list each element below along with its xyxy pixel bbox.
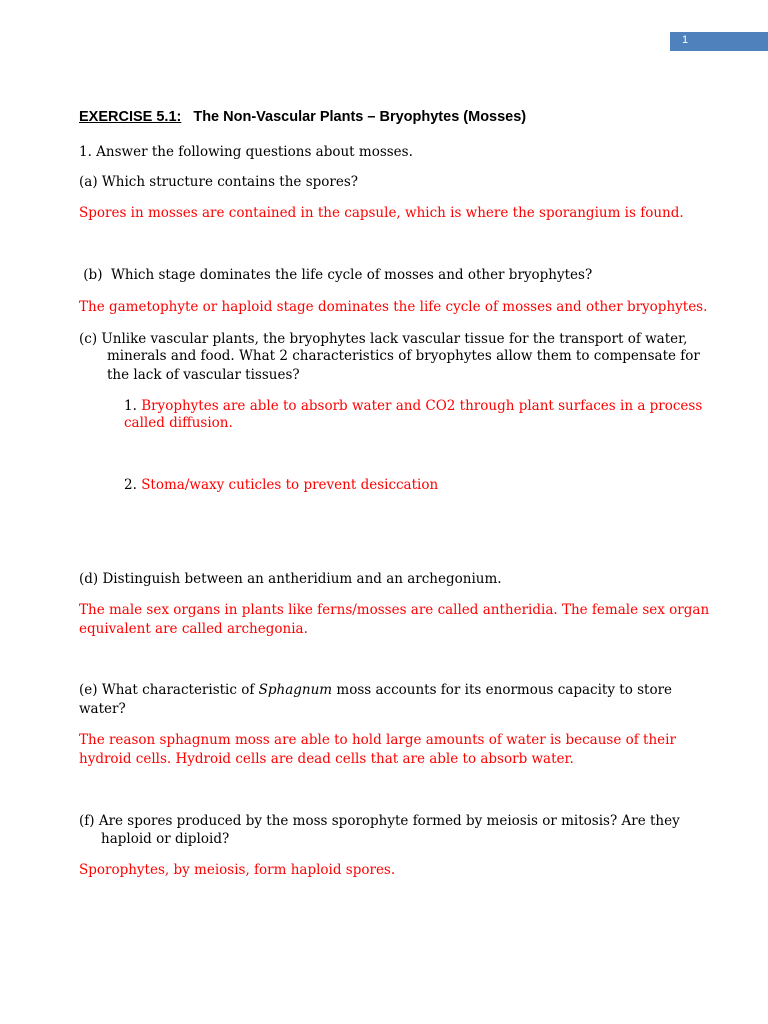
question-c-line1: (c) Unlike vascular plants, the bryophytes lack vascular tissue for the transport of water, — [79, 331, 688, 347]
question-e-line2: water? — [79, 701, 126, 717]
question-e-line1 — [79, 681, 672, 700]
question-b: (b) Which stage dominates the life cycle of mosses and other bryophytes? — [79, 267, 593, 283]
answer-f: Sporophytes, by meiosis, form haploid spores. — [79, 862, 396, 878]
question-e-post: moss accounts for its enormous capacity to store — [332, 682, 673, 698]
question-c-line2: minerals and food. What 2 characteristics of bryophytes allow them to compensate for — [107, 348, 700, 364]
question-f-line1: (f) Are spores produced by the moss sporophyte formed by meiosis or mitosis? Are they — [79, 813, 680, 829]
answer-c-item1-number: 1. — [124, 398, 137, 414]
answer-b: The gametophyte or haploid stage dominates the life cycle of mosses and other bryophytes. — [79, 299, 708, 315]
question-d: (d) Distinguish between an antheridium and an archegonium. — [79, 571, 502, 587]
page-number-box — [670, 32, 768, 51]
answer-c-item1-line2: called diffusion. — [124, 415, 233, 431]
exercise-heading — [79, 109, 526, 125]
exercise-label: EXERCISE 5.1: — [79, 109, 182, 125]
answer-c-item2-number: 2. — [124, 477, 137, 493]
answer-d-line1: The male sex organs in plants like ferns/mosses are called antheridia. The female sex organ — [79, 602, 710, 618]
answer-d-line2: equivalent are called archegonia. — [79, 621, 308, 637]
intro-instruction: 1. Answer the following questions about mosses. — [79, 144, 413, 160]
answer-e-line1: The reason sphagnum moss are able to hold large amounts of water is because of their — [79, 732, 676, 748]
question-e-pre: (e) What characteristic of — [79, 682, 259, 698]
answer-c-item1-text: Bryophytes are able to absorb water and CO2 through plant surfaces in a process — [141, 398, 703, 414]
question-c-line3: the lack of vascular tissues? — [107, 367, 300, 383]
answer-c-item2 — [124, 476, 438, 495]
question-a: (a) Which structure contains the spores? — [79, 174, 359, 190]
question-e-italic: Sphagnum — [258, 682, 333, 698]
answer-c-item2-text: Stoma/waxy cuticles to prevent desiccation — [141, 477, 439, 493]
answer-e-line2: hydroid cells. Hydroid cells are dead cells that are able to absorb water. — [79, 751, 574, 767]
exercise-title: The Non-Vascular Plants – Bryophytes (Mosses) — [193, 109, 527, 125]
question-f-line2: haploid or diploid? — [101, 831, 230, 847]
page-number: 1 — [682, 34, 689, 46]
answer-a: Spores in mosses are contained in the capsule, which is where the sporangium is found. — [79, 205, 684, 221]
